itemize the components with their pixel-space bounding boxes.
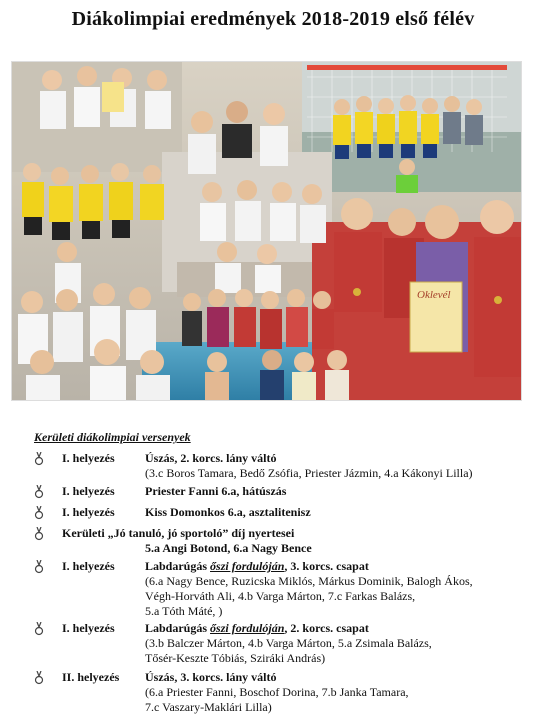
award-title: Kerületi „Jó tanuló, jó sportoló” díj nyertesei [62,526,295,540]
event-title [145,559,369,574]
event-title: Priester Fanni 6.a, hátúszás [145,484,287,498]
event-title: Kiss Domonkos 6.a, asztalitenisz [145,505,311,519]
photo-collage [11,61,522,401]
participants: Tősér-Keszte Tóbiás, Sziráki András) [145,651,326,665]
certificate-title: Oklevél [417,289,451,301]
event-title-pre: Labdarúgás [145,621,211,635]
event-title-post: , 2. korcs. csapat [284,621,369,635]
award-winners: 5.a Angi Botond, 6.a Nagy Bence [145,541,312,555]
participants: 5.a Tóth Máté, ) [145,604,223,618]
placement: I. helyezés [62,451,115,465]
section-heading: Kerületi diákolimpiai versenyek [34,430,191,444]
page-title: Diákolimpiai eredmények 2018-2019 első félév [71,8,475,30]
placement: I. helyezés [62,621,115,635]
event-title-emphasis: őszi fordulóján [210,621,285,635]
event-title: Úszás, 3. korcs. lány váltó [145,670,277,684]
medal-icon [34,506,44,520]
medal-icon [34,452,44,466]
participants: (3.c Boros Tamara, Bedő Zsófia, Priester Jázmin, 4.a Kákonyi Lilla) [145,466,473,480]
participants: (6.a Priester Fanni, Boschof Dorina, 7.b Janka Tamara, [145,685,409,699]
event-title [145,621,369,636]
event-title-post: , 3. korcs. csapat [284,559,369,573]
participants: (3.b Balczer Márton, 4.b Varga Márton, 5.a Zsimala Balázs, [145,636,432,650]
placement: II. helyezés [62,670,120,684]
participants: (6.a Nagy Bence, Ruzicska Miklós, Márkus Dominik, Balogh Ákos, [145,574,473,588]
event-title-pre: Labdarúgás [145,559,211,573]
medal-icon [34,622,44,636]
placement: I. helyezés [62,559,115,573]
medal-icon [34,671,44,685]
event-title-emphasis: őszi fordulóján [210,559,285,573]
medal-icon [34,527,44,541]
placement: I. helyezés [62,484,115,498]
event-title: Úszás, 2. korcs. lány váltó [145,451,277,465]
participants: 7.c Vaszary-Maklári Lilla) [145,700,272,714]
collage-image [12,62,521,400]
participants: Végh-Horváth Ali, 4.b Varga Márton, 7.c Farkas Balázs, [145,589,416,603]
medal-icon [34,560,44,574]
placement: I. helyezés [62,505,115,519]
medal-icon [34,485,44,499]
